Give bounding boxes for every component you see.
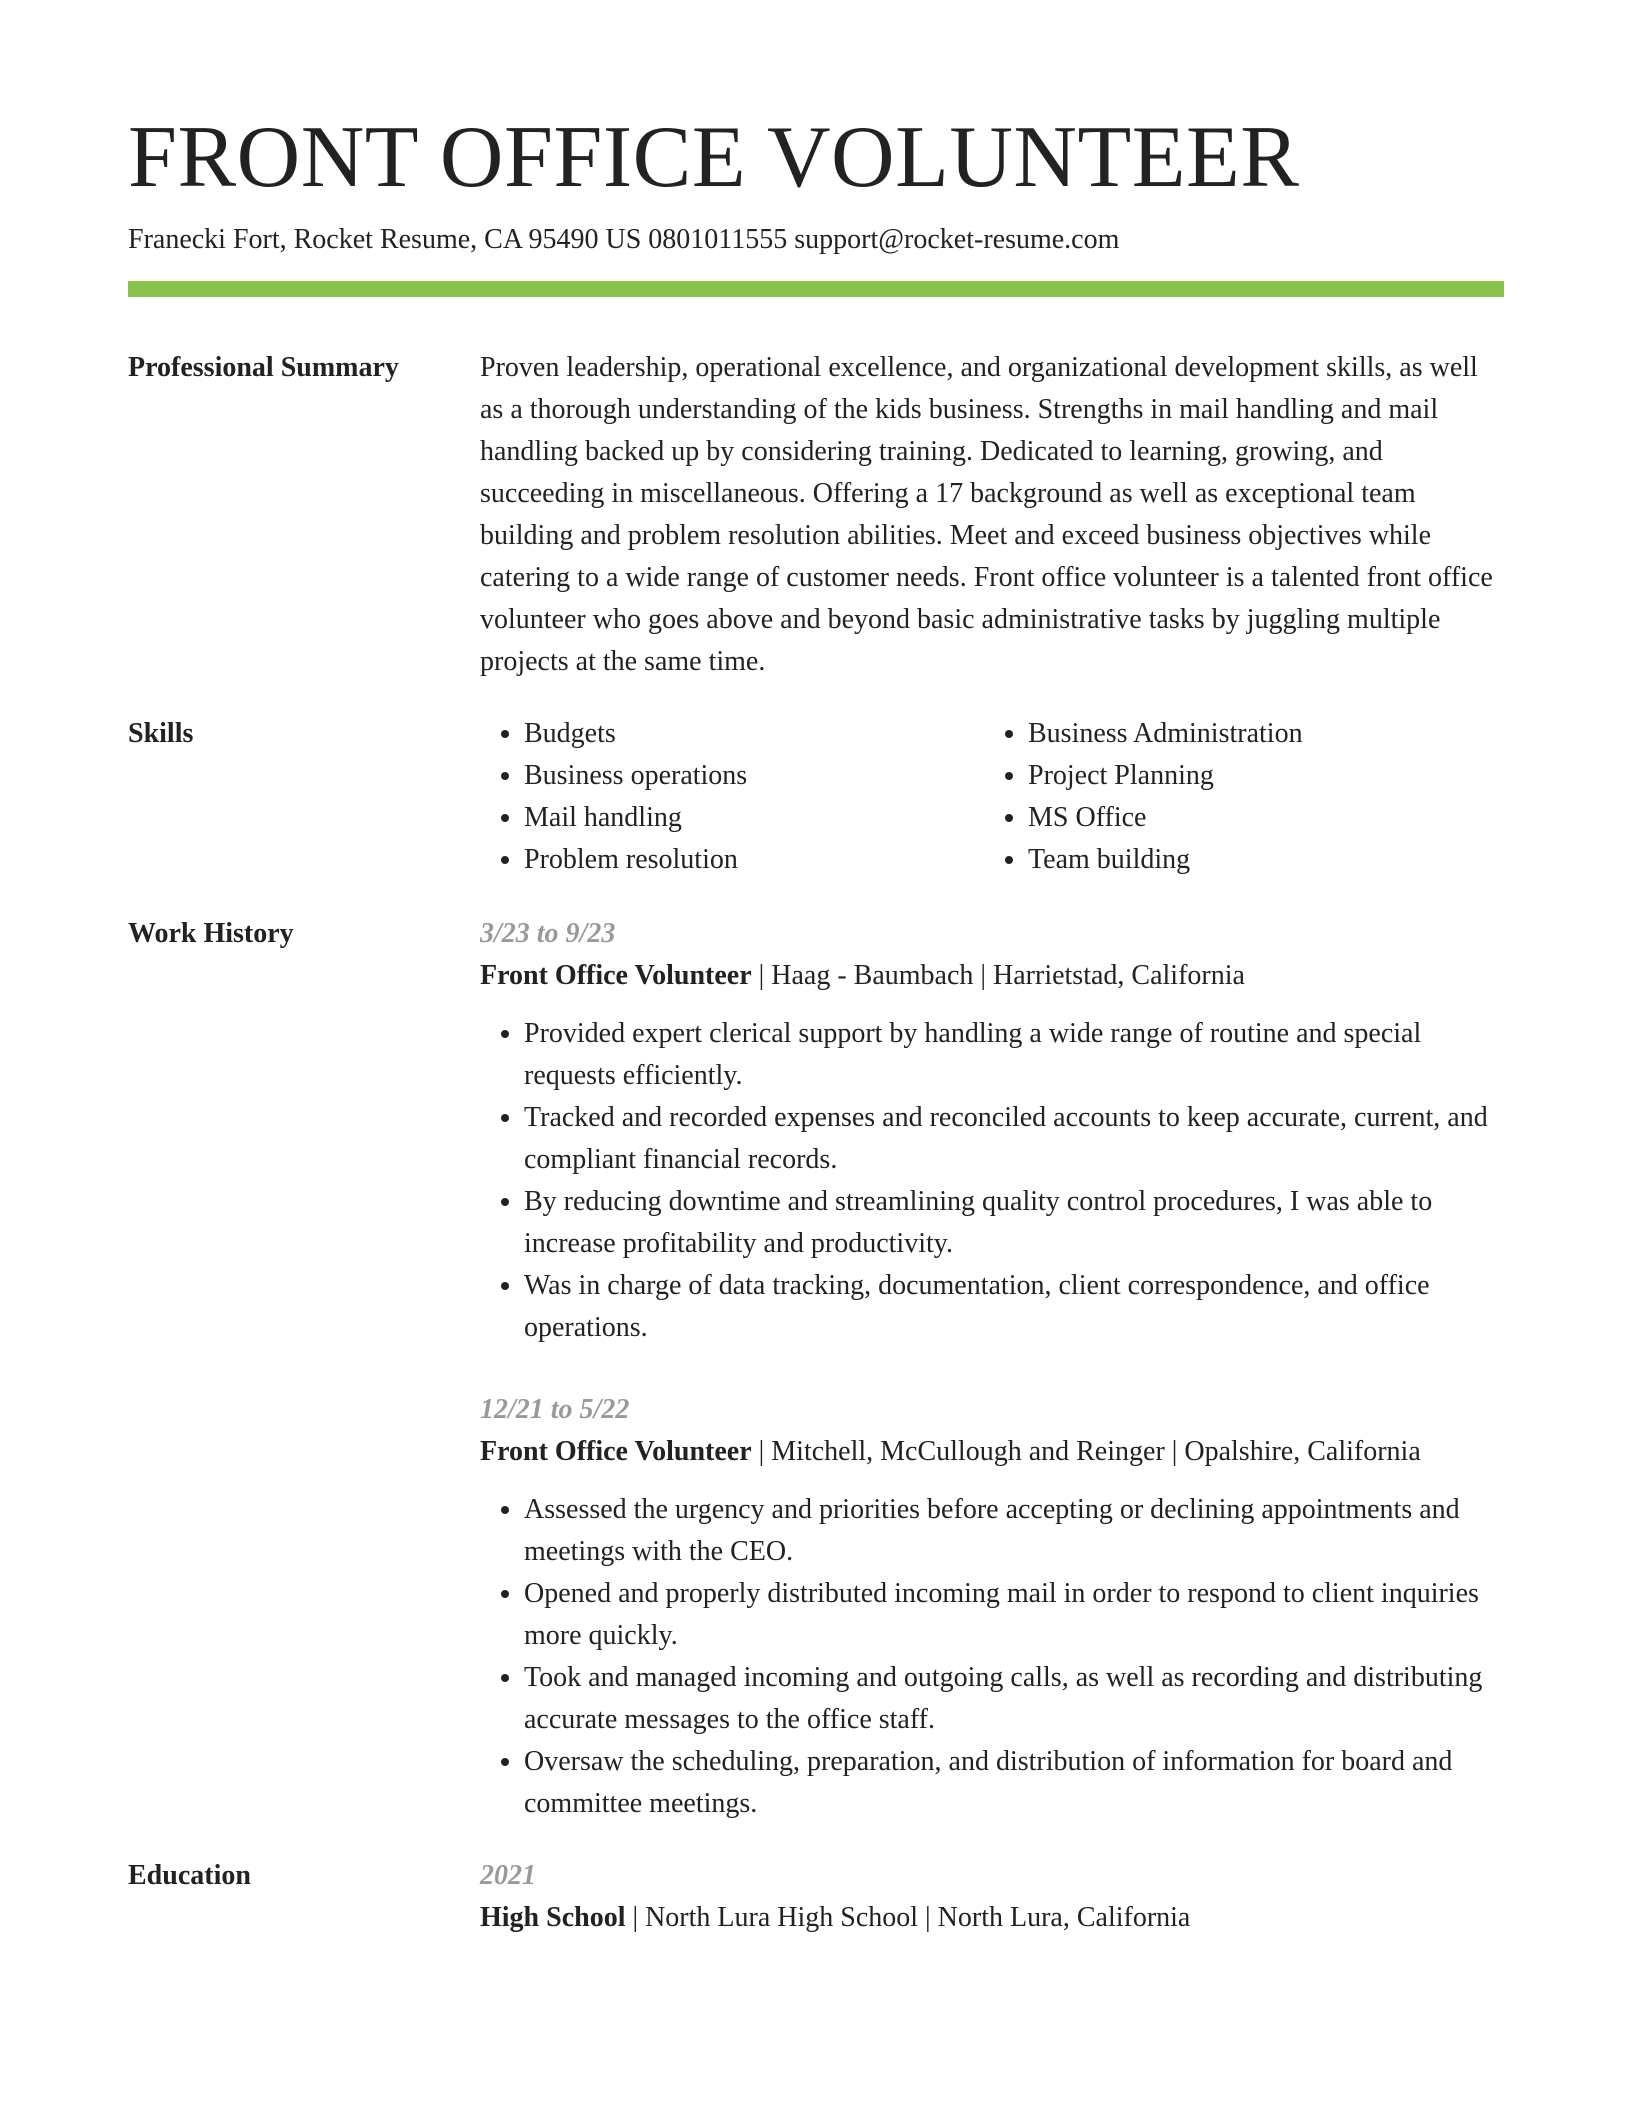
job-bullet: • By reducing downtime and streamlining quality control procedures, I was able to increase profitability and productivity. xyxy=(524,1181,1504,1265)
accent-divider xyxy=(128,281,1504,297)
job-bullet: • Oversaw the scheduling, preparation, and distribution of information for board and committee meetings. xyxy=(524,1741,1504,1825)
skills-section xyxy=(128,713,1504,881)
work-history-content xyxy=(480,913,1504,1825)
work-history-section xyxy=(128,913,1504,1825)
skills-column-2 xyxy=(984,713,1488,881)
job-bullet: • Tracked and recorded expenses and reconciled accounts to keep accurate, current, and compliant financial records. xyxy=(524,1097,1504,1181)
skills-column-1 xyxy=(480,713,984,881)
education-heading: Education xyxy=(128,1859,251,1891)
education-content xyxy=(480,1855,1504,1939)
contact-line: Franecki Fort, Rocket Resume, CA 95490 US 0801011555 support@rocket-resume.com xyxy=(128,224,1120,256)
job-bullet: • Was in charge of data tracking, documentation, client correspondence, and office operations. xyxy=(524,1265,1504,1349)
job-bullet: • Assessed the urgency and priorities before accepting or declining appointments and meetings with the CEO. xyxy=(524,1489,1504,1573)
skill-item: • Business Administration xyxy=(1028,713,1488,755)
job-bullets xyxy=(480,1013,1504,1349)
work-history-heading: Work History xyxy=(128,917,294,949)
job-entry xyxy=(480,913,1504,1349)
skill-item: • Problem resolution xyxy=(524,839,984,881)
job-dates: 12/21 to 5/22 xyxy=(480,1393,630,1425)
job-bullet: • Took and managed incoming and outgoing calls, as well as recording and distributing accurate messages to the office staff. xyxy=(524,1657,1504,1741)
resume-name: FRONT OFFICE VOLUNTEER xyxy=(128,109,1300,206)
summary-text: Proven leadership, operational excellence, and organizational development skills, as well as a thorough understanding of the kids business. Strengths in mail handling and mail handling backed up by considering training. Dedicated to learning, growing, and succeeding in miscellaneous. Offering a 17 background as well as exceptional team building and problem resolution abilities. Meet and exceed business objectives while catering to a wide range of customer needs. Front office volunteer is a talented front office volunteer who goes above and beyond basic administrative tasks by juggling multiple projects at the same time. xyxy=(480,351,1493,677)
skill-item: • Team building xyxy=(1028,839,1488,881)
education-degree: High School xyxy=(480,1901,626,1933)
job-details: | Mitchell, McCullough and Reinger | Opalshire, California xyxy=(751,1435,1421,1467)
job-title: Front Office Volunteer xyxy=(480,959,752,991)
job-role xyxy=(480,955,1504,997)
skills-heading: Skills xyxy=(128,717,194,749)
education-year: 2021 xyxy=(480,1859,536,1891)
skill-item: • Business operations xyxy=(524,755,984,797)
job-bullet: • Provided expert clerical support by handling a wide range of routine and special requests efficiently. xyxy=(524,1013,1504,1097)
skill-item: • Mail handling xyxy=(524,797,984,839)
summary-content xyxy=(480,347,1504,683)
skills-content xyxy=(480,713,1504,881)
job-role xyxy=(480,1431,1504,1473)
job-dates: 3/23 to 9/23 xyxy=(480,917,616,949)
job-entry xyxy=(480,1389,1504,1825)
skill-item: • Budgets xyxy=(524,713,984,755)
skill-item: • MS Office xyxy=(1028,797,1488,839)
job-bullets xyxy=(480,1489,1504,1825)
education-section xyxy=(128,1855,1504,1939)
education-entry xyxy=(480,1897,1504,1939)
summary-heading: Professional Summary xyxy=(128,351,399,383)
summary-section xyxy=(128,347,1504,683)
job-details: | Haag - Baumbach | Harrietstad, California xyxy=(751,959,1245,991)
job-title: Front Office Volunteer xyxy=(480,1435,752,1467)
education-details: | North Lura High School | North Lura, California xyxy=(625,1901,1191,1933)
job-bullet: • Opened and properly distributed incoming mail in order to respond to client inquiries more quickly. xyxy=(524,1573,1504,1657)
skill-item: • Project Planning xyxy=(1028,755,1488,797)
